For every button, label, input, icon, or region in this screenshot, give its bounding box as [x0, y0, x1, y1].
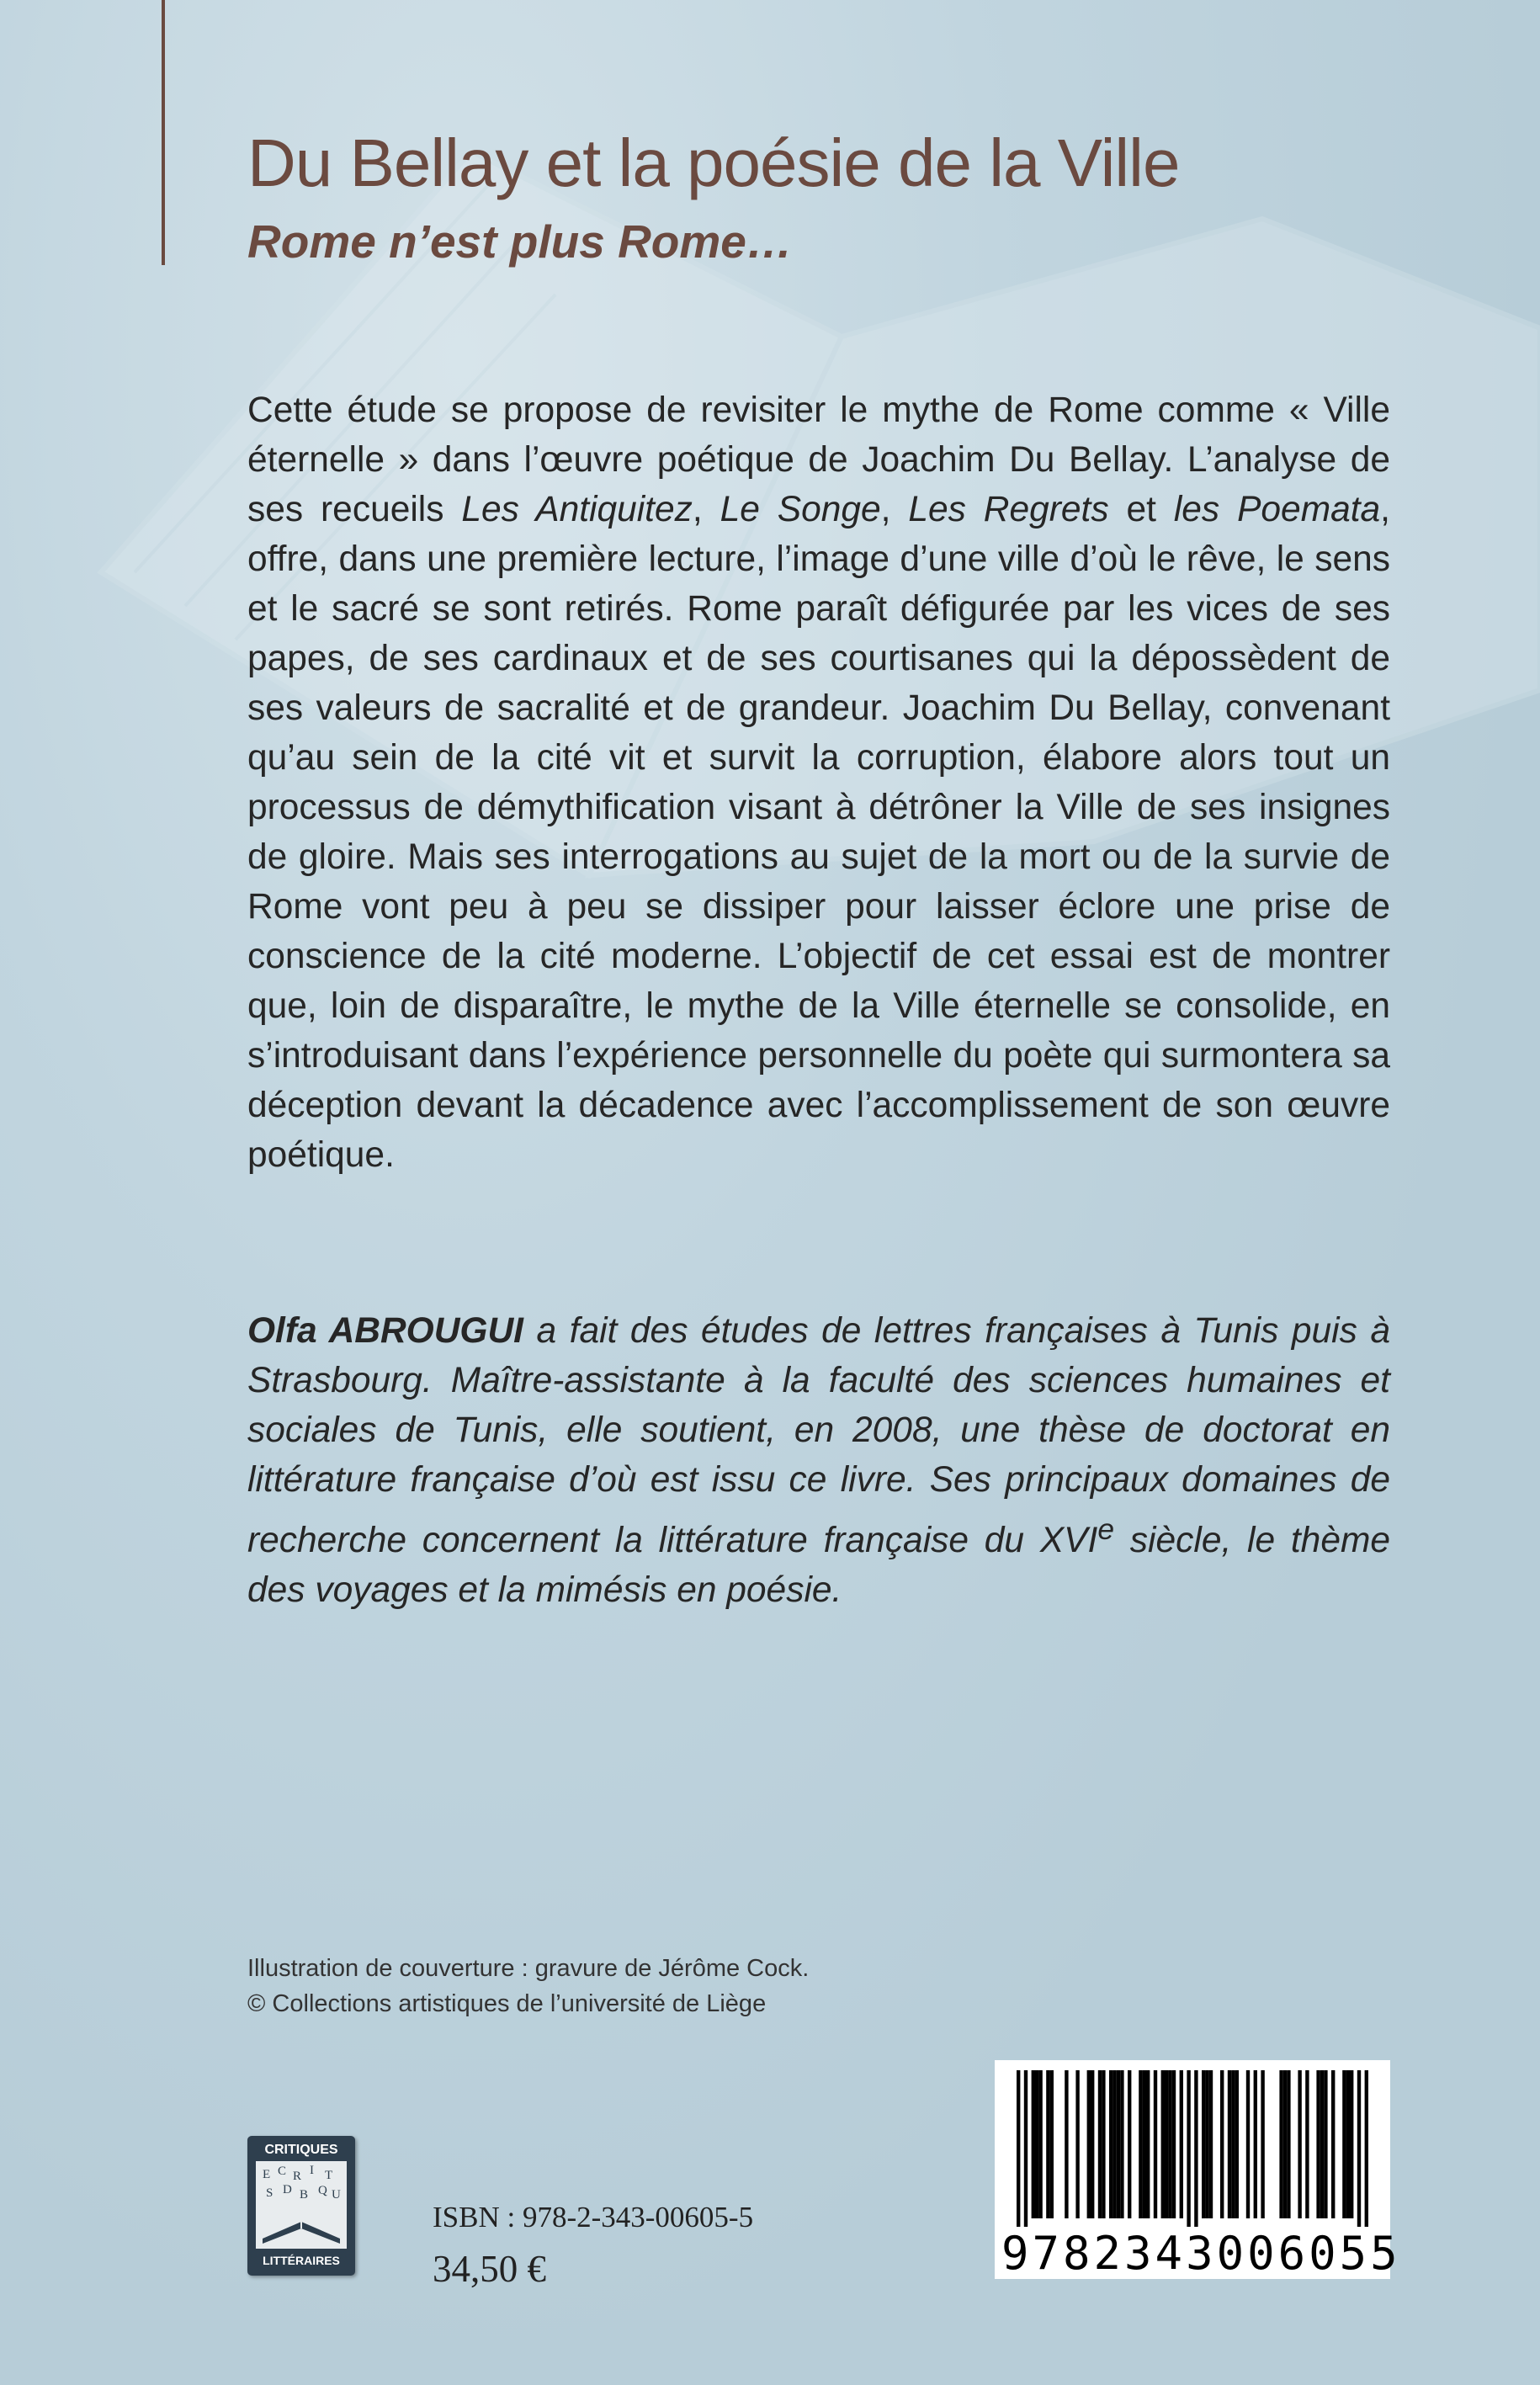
- barcode-bar: [1342, 2070, 1346, 2218]
- barcode-bar: [1102, 2070, 1105, 2218]
- barcode-bar: [1161, 2070, 1165, 2218]
- summary-text: ,: [880, 490, 909, 529]
- barcode-bar: [1046, 2070, 1049, 2218]
- cover-credits: [247, 1951, 809, 2021]
- barcode-bar: [1050, 2070, 1054, 2218]
- barcode-bar: [1109, 2070, 1113, 2218]
- logo-book-icon: [256, 2161, 347, 2249]
- svg-text:E: E: [263, 2168, 271, 2181]
- barcode-bar: [1365, 2070, 1368, 2227]
- svg-text:I: I: [310, 2164, 314, 2177]
- svg-text:U: U: [332, 2188, 341, 2202]
- barcode-bar: [1331, 2070, 1335, 2218]
- barcode-bar: [1113, 2070, 1116, 2218]
- barcode-bar: [1098, 2070, 1102, 2218]
- barcode-bar: [1324, 2070, 1327, 2218]
- barcode-bar: [1346, 2070, 1350, 2218]
- barcode-bar: [1128, 2070, 1131, 2218]
- logo-bottom-text: LITTÉRAIRES: [263, 2254, 340, 2267]
- barcode-bar: [1194, 2070, 1197, 2227]
- svg-text:R: R: [293, 2170, 302, 2183]
- author-bio: [247, 1306, 1390, 1615]
- barcode-bar: [1032, 2070, 1035, 2218]
- work-title: Les Antiquitez: [461, 490, 693, 529]
- barcode-bar: [1279, 2070, 1282, 2218]
- barcode-digits: 9782343006055: [1001, 2227, 1401, 2280]
- barcode-bar: [1320, 2070, 1324, 2218]
- barcode-bar: [1091, 2070, 1094, 2218]
- barcode-bar: [1180, 2070, 1183, 2218]
- barcode-bar: [1172, 2070, 1176, 2218]
- barcode-bar: [1305, 2070, 1309, 2218]
- book-subtitle: Rome n’est plus Rome…: [247, 215, 793, 268]
- century-superscript: e: [1097, 1512, 1115, 1546]
- barcode-bar: [1117, 2070, 1120, 2218]
- barcode-bar: [1075, 2070, 1079, 2218]
- svg-text:S: S: [266, 2186, 273, 2200]
- barcode-bar: [1154, 2070, 1157, 2218]
- barcode-bar: [1261, 2070, 1264, 2218]
- barcode: [995, 2060, 1401, 2280]
- barcode-bar: [1283, 2070, 1287, 2218]
- book-title: Du Bellay et la poésie de la Ville: [247, 125, 1180, 200]
- barcode-bar: [1235, 2070, 1239, 2218]
- barcode-bar: [1350, 2070, 1353, 2218]
- barcode-bar: [1168, 2070, 1171, 2218]
- barcode-bar: [1316, 2070, 1320, 2218]
- summary-text: et: [1108, 490, 1174, 529]
- credit-line: © Collections artistiques de l’université de Liège: [247, 1990, 767, 2017]
- work-title: Les Regrets: [908, 490, 1109, 529]
- price: 34,50 €: [433, 2248, 546, 2290]
- barcode-bar: [1231, 2070, 1235, 2218]
- summary-text: Cette étude se propose de revisiter le mythe de Rome comme « Ville éternelle » dans l’œuvre poétique de Joachim Du Bellay. L’analyse de ses recueils: [247, 390, 1390, 529]
- barcode-bar: [1120, 2070, 1123, 2218]
- isbn: ISBN : 978-2-343-00605-5: [433, 2201, 754, 2234]
- barcode-bar: [1205, 2070, 1208, 2218]
- svg-text:T: T: [325, 2169, 333, 2182]
- barcode-bar: [1220, 2070, 1224, 2218]
- svg-text:C: C: [278, 2165, 287, 2178]
- svg-text:Q: Q: [318, 2184, 327, 2197]
- barcode-bar: [1065, 2070, 1068, 2218]
- vertical-rule: [162, 0, 165, 265]
- barcode-bar: [1287, 2070, 1290, 2218]
- collection-logo: [247, 2136, 355, 2276]
- barcode-bar: [1035, 2070, 1038, 2218]
- author-name: Olfa ABROUGUI: [247, 1311, 523, 1351]
- barcode-bar: [1246, 2070, 1250, 2218]
- barcode-bar: [1357, 2070, 1361, 2227]
- svg-text:B: B: [300, 2188, 309, 2202]
- author-bio-text: a fait des études de lettres françaises à Tunis puis à Strasbourg. Maître-assistante à la faculté des sciences humaines et sociales de Tunis, elle soutient, en 2008, une thèse de doctorat en littérature française d’où est issu ce livre. Ses principaux domaines de recherche concernent la littérature française du XVI: [247, 1311, 1390, 1561]
- author-bio-text: siècle, le thème des voyages et la mimésis en poésie.: [247, 1521, 1390, 1611]
- barcode-bar: [1017, 2070, 1020, 2227]
- barcode-bar: [1209, 2070, 1213, 2218]
- barcode-bar: [1187, 2070, 1190, 2227]
- credit-line: Illustration de couverture : gravure de Jérôme Cock.: [247, 1955, 810, 1982]
- summary-paragraph: [247, 385, 1390, 1180]
- barcode-bar: [1202, 2070, 1205, 2218]
- barcode-bars: [995, 2060, 1390, 2228]
- barcode-bar: [1139, 2070, 1142, 2218]
- svg-text:D: D: [283, 2183, 292, 2196]
- barcode-bar: [1087, 2070, 1091, 2218]
- barcode-bar: [1038, 2070, 1042, 2218]
- work-title: Le Songe: [720, 490, 881, 529]
- logo-top-text: CRITIQUES: [264, 2143, 338, 2157]
- barcode-bar: [1254, 2070, 1257, 2218]
- barcode-bar: [1143, 2070, 1146, 2218]
- barcode-bar: [1228, 2070, 1231, 2218]
- barcode-bar: [1146, 2070, 1150, 2218]
- barcode-bar: [1024, 2070, 1028, 2227]
- barcode-bar: [1298, 2070, 1301, 2218]
- barcode-bar: [1165, 2070, 1168, 2218]
- summary-text: ,: [692, 490, 720, 529]
- work-title: les Poemata: [1173, 490, 1381, 529]
- summary-text: , offre, dans une première lecture, l’image d’une ville d’où le rêve, le sens et le sacré se sont retirés. Rome paraît défigurée par les vices de ses papes, de ses cardinaux et de ses courtisanes qui la dépossèdent de ses valeurs de sacralité et de grandeur. Joachim Du Bellay, convenant qu’au sein de la cité vit et survit la corruption, élabore alors tout un processus de démythification visant à détrôner la Ville de ses insignes de gloire. Mais ses interrogations au sujet de la mort ou de la survie de Rome vont peu à peu se dissiper pour laisser éclore une prise de conscience de la cité moderne. L’objectif de cet essai est de montrer que, loin de disparaître, le mythe de la Ville éternelle se consolide, en s’introduisant dans l’expérience personnelle du poète qui surmontera sa déception devant la décadence avec l’accomplissement de son œuvre poétique.: [247, 490, 1390, 1175]
